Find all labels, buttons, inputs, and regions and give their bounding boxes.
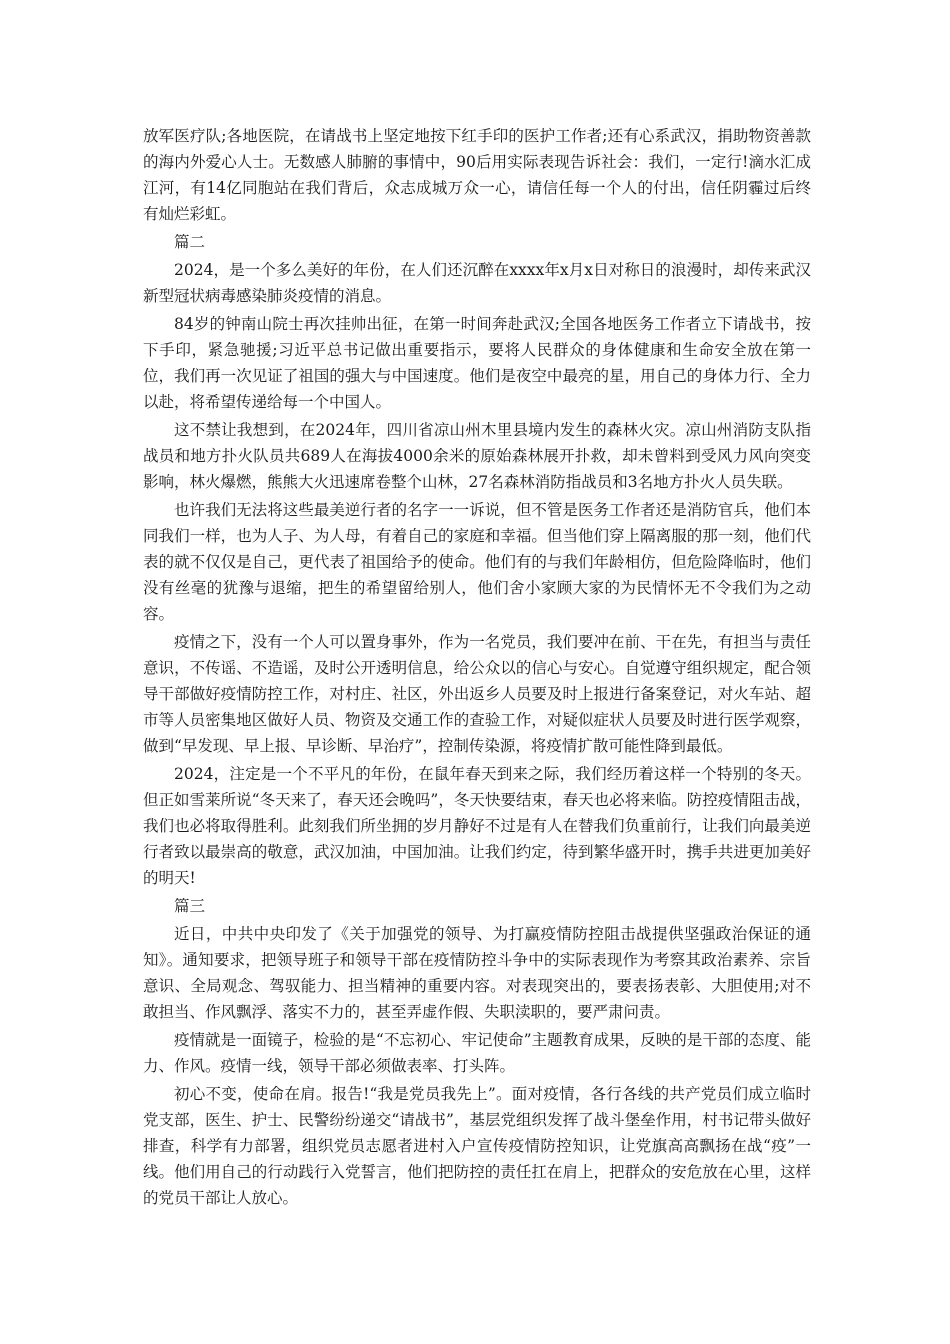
paragraph: 这不禁让我想到，在2024年，四川省凉山州木里县境内发生的森林火灾。凉山州消防支队指战员和地方扑火队员共689人在海拔4000余米的原始森林展开扑救，却未曾料到受风力风向突变影响，林火爆燃，熊熊大火迅速席卷整个山林，27名森林消防指战员和3名地方扑火人员失联。 <box>143 421 811 491</box>
paragraph: 84岁的钟南山院士再次挂帅出征，在第一时间奔赴武汉;全国各地医务工作者立下请战书，按下手印，紧急驰援;习近平总书记做出重要指示，要将人民群众的身体健康和生命安全放在第一位，我们再一次见证了祖国的强大与中国速度。他们是夜空中最亮的星，用自己的身体力行、全力以赴，将希望传递给每一个中国人。 <box>143 315 811 411</box>
section-heading-3: 篇三 <box>174 897 206 915</box>
paragraph: 疫情之下，没有一个人可以置身事外，作为一名党员，我们要冲在前、干在先，有担当与责任意识，不传谣、不造谣，及时公开透明信息，给公众以的信心与安心。自觉遵守组织规定，配合领导干部做好疫情防控工作，对村庄、社区，外出返乡人员要及时上报进行备案登记，对火车站、超市等人员密集地区做好人员、物资及交通工作的查验工作，对疑似症状人员要及时进行医学观察，做到“早发现、早上报、早诊断、早治疗”，控制传染源，将疫情扩散可能性降到最低。 <box>143 633 811 755</box>
paragraph-continuation: 放军医疗队;各地医院，在请战书上坚定地按下红手印的医护工作者;还有心系武汉，捐助物资善款的海内外爱心人士。无数感人肺腑的事情中，90后用实际表现告诉社会：我们，一定行!滴水汇成江河，有14亿同胞站在我们背后，众志成城万众一心，请信任每一个人的付出，信任阴霾过后终有灿烂彩虹。 <box>143 127 811 223</box>
section-heading-2: 篇二 <box>174 233 206 251</box>
paragraph: 2024，是一个多么美好的年份，在人们还沉醉在xxxx年x月x日对称日的浪漫时，却传来武汉新型冠状病毒感染肺炎疫情的消息。 <box>143 261 811 305</box>
paragraph: 也许我们无法将这些最美逆行者的名字一一诉说，但不管是医务工作者还是消防官兵，他们本同我们一样，也为人子、为人母，有着自己的家庭和幸福。但当他们穿上隔离服的那一刻，他们代表的就不仅仅是自己，更代表了祖国给予的使命。他们有的与我们年龄相仿，但危险降临时，他们没有丝毫的犹豫与退缩，把生的希望留给别人，他们舍小家顾大家的为民情怀无不令我们为之动容。 <box>143 501 811 623</box>
paragraph: 近日，中共中央印发了《关于加强党的领导、为打赢疫情防控阻击战提供坚强政治保证的通知》。通知要求，把领导班子和领导干部在疫情防控斗争中的实际表现作为考察其政治素养、宗旨意识、全局观念、驾驭能力、担当精神的重要内容。对表现突出的，要表扬表彰、大胆使用;对不敢担当、作风飘浮、落实不力的，甚至弄虚作假、失职渎职的，要严肃问责。 <box>143 925 811 1021</box>
paragraph: 初心不变，使命在肩。报告!“我是党员我先上”。面对疫情，各行各线的共产党员们成立临时党支部，医生、护士、民警纷纷递交“请战书”，基层党组织发挥了战斗堡垒作用，村书记带头做好排查，科学有力部署，组织党员志愿者进村入户宣传疫情防控知识，让党旗高高飘扬在战“疫”一线。他们用自己的行动践行入党誓言，他们把防控的责任扛在肩上，把群众的安危放在心里，这样的党员干部让人放心。 <box>143 1085 811 1207</box>
document-body <box>143 123 811 1213</box>
paragraph: 疫情就是一面镜子，检验的是“不忘初心、牢记使命”主题教育成果，反映的是干部的态度、能力、作风。疫情一线，领导干部必须做表率、打头阵。 <box>143 1031 811 1075</box>
paragraph: 2024，注定是一个不平凡的年份，在鼠年春天到来之际，我们经历着这样一个特别的冬天。但正如雪莱所说“冬天来了，春天还会晚吗”，冬天快要结束，春天也必将来临。防控疫情阻击战，我们也必将取得胜利。此刻我们所坐拥的岁月静好不过是有人在替我们负重前行，让我们向最美逆行者致以最崇高的敬意，武汉加油，中国加油。让我们约定，待到繁华盛开时，携手共进更加美好的明天! <box>143 765 811 887</box>
